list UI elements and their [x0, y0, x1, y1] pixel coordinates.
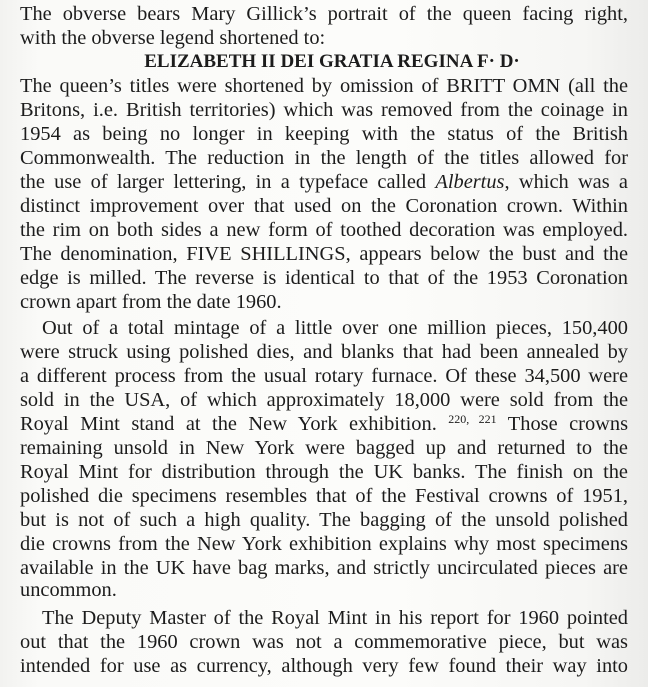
text-line: Commonwealth. The reduction in the length of the titles allowed for	[20, 147, 628, 169]
text-line: The denomination, FIVE SHILLINGS, appears below the bust and the	[20, 243, 628, 265]
text-line: edge is milled. The reverse is identical to that of the 1953 Coronation	[20, 267, 628, 289]
text-line: sold in the USA, of which approximately 18,000 were sold from the	[20, 389, 628, 411]
text-fragment: the use of larger lettering, in a typeface called	[20, 171, 427, 193]
text-line: Out of a total mintage of a little over one million pieces, 150,400	[42, 317, 628, 339]
text-line	[20, 413, 628, 435]
typeface-name: Albertus	[435, 171, 505, 193]
text-line: were struck using polished dies, and blanks that had been annealed by	[20, 341, 628, 363]
text-line: intended for use as currency, although very few found their way into	[20, 655, 628, 677]
text-line: uncommon.	[20, 579, 117, 601]
text-line	[20, 171, 628, 193]
text-line: Royal Mint for distribution through the UK banks. The finish on the	[20, 461, 628, 483]
text-line: out that the 1960 crown was not a commemorative piece, but was	[20, 631, 628, 653]
text-fragment: Those crowns	[507, 413, 629, 435]
text-line: but is not of such a high quality. The bagging of the unsold polished	[20, 509, 628, 531]
text-line: The obverse bears Mary Gillick’s portrait of the queen facing right,	[20, 3, 628, 25]
text-line: remaining unsold in New York were bagged up and returned to the	[20, 437, 628, 459]
text-line: with the obverse legend shortened to:	[20, 27, 326, 49]
text-line: 1954 as being no longer in keeping with the status of the British	[20, 123, 628, 145]
text-line: The queen’s titles were shortened by omission of BRITT OMN (all the	[20, 75, 628, 97]
obverse-legend-heading: ELIZABETH II DEI GRATIA REGINA F· D·	[144, 51, 520, 72]
text-line: Britons, i.e. British territories) which was removed from the coinage in	[20, 99, 628, 121]
text-line: crown apart from the date 1960.	[20, 291, 282, 313]
text-line: die crowns from the New York exhibition explains why most specimens	[20, 533, 628, 555]
text-line: The Deputy Master of the Royal Mint in his report for 1960 pointed	[42, 607, 628, 629]
text-line: distinct improvement over that used on the Coronation crown. Within	[20, 195, 628, 217]
text-line: the rim on both sides a new form of toothed decoration was employed.	[20, 219, 628, 241]
text-line: a different process from the usual rotary furnace. Of these 34,500 were	[20, 365, 628, 387]
footnote-reference: 220, 221	[448, 412, 497, 426]
text-fragment: Royal Mint stand at the New York exhibition.	[20, 413, 437, 435]
text-line: polished die specimens resembles that of the Festival crowns of 1951,	[20, 485, 628, 507]
text-line: available in the UK have bag marks, and strictly uncirculated pieces are	[20, 557, 628, 579]
text-fragment: , which was a	[504, 171, 628, 193]
